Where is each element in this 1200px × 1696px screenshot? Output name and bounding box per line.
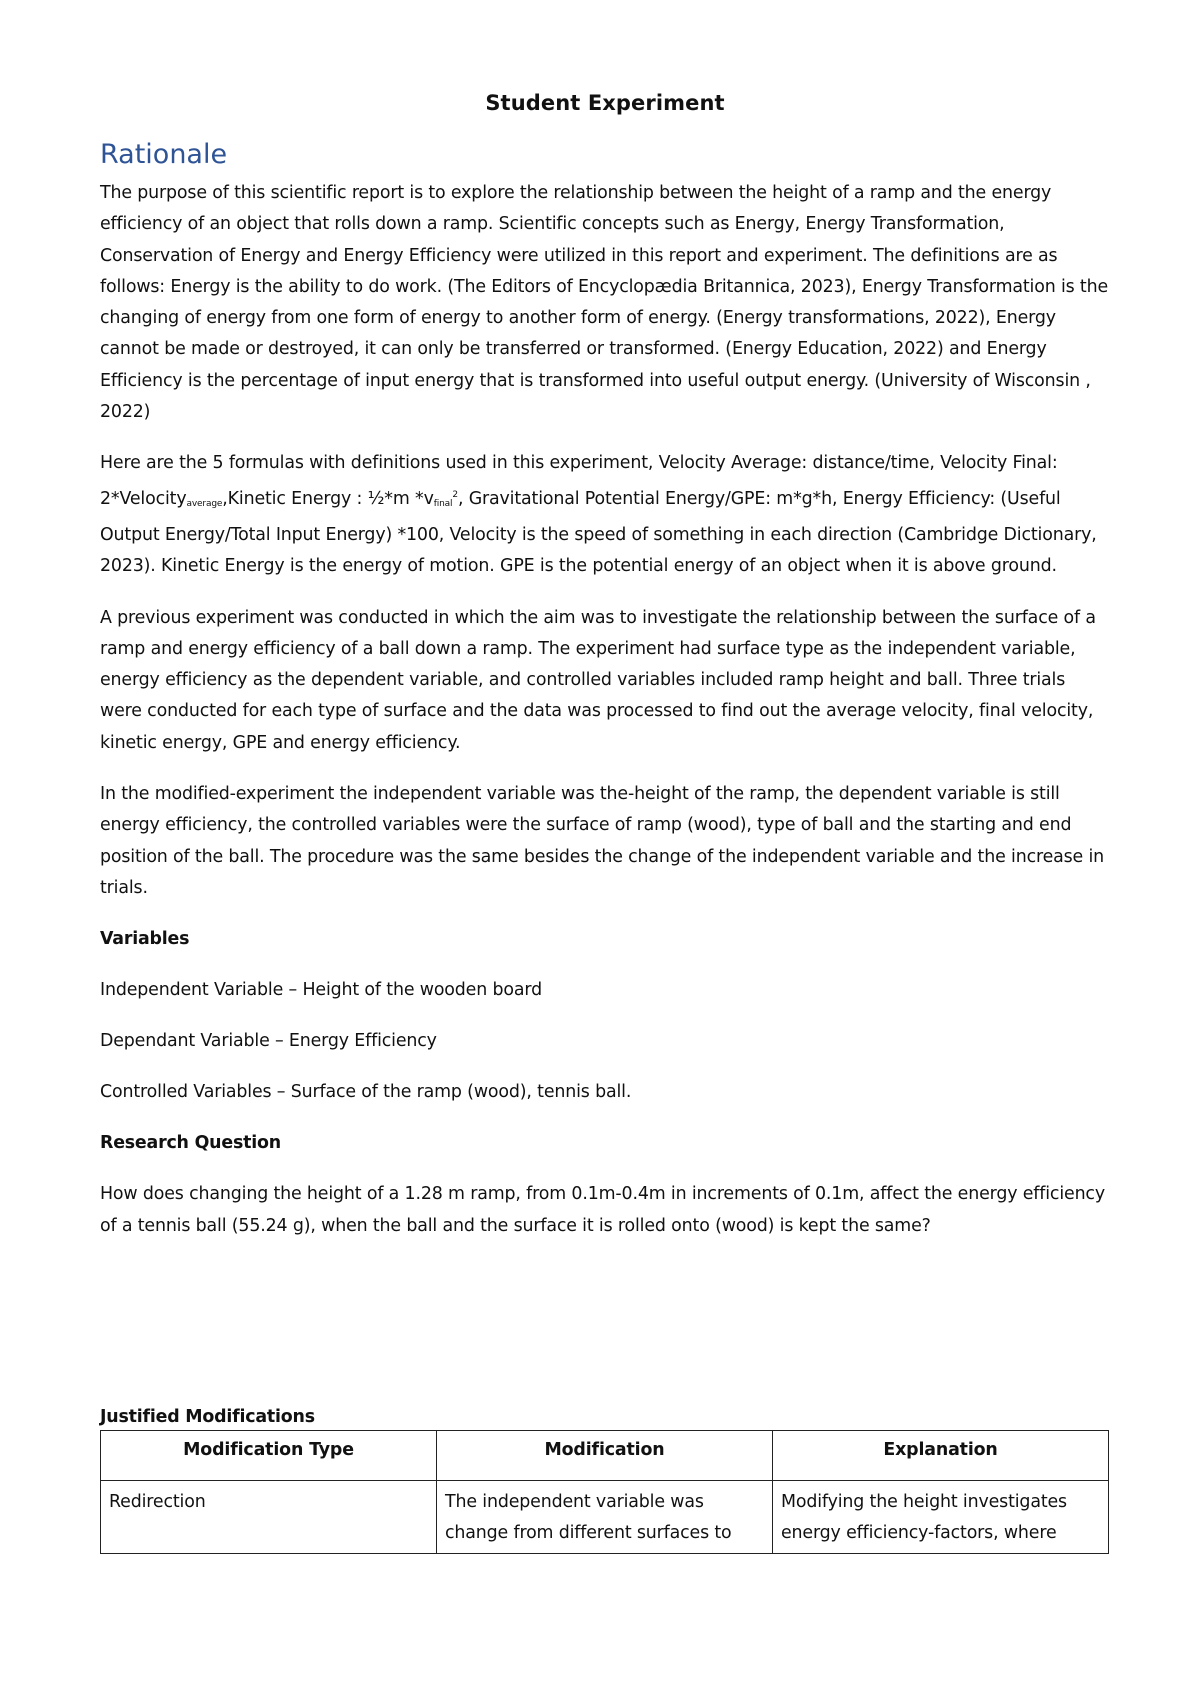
formulas-text-part3: , Gravitational Potential Energy/GPE: m*g*h, Energy Efficiency: (Useful Output Energy/Total Input Energy) *100, Velocity is the speed of something in each direction (Cambridge Dictionary, 2023). Kinetic Energy is the energy of motion. GPE is the potential energy of an object when it is above ground. [100,488,1097,577]
document-title: Student Experiment [485,91,725,115]
previous-experiment-paragraph: A previous experiment was conducted in which the aim was to investigate the relationship between the surface of a ramp and energy efficiency of a ball down a ramp. The experiment had surface type as the independent variable, energy efficiency as the dependent variable, and controlled variables included ramp height and ball. Three trials were conducted for each type of surface and the data was processed to find out the average velocity, final velocity, kinetic energy, GPE and energy efficiency. [100,607,1096,753]
table-header-row [101,1430,1109,1480]
table-cell-modification-type: Redirection [101,1480,437,1553]
subscript-average: average [186,498,223,509]
dependant-variable-line: Dependant Variable – Energy Efficiency [100,1031,437,1052]
justified-modifications-heading: Justified Modifications [100,1406,315,1427]
column-header-modification-type: Modification Type [101,1430,437,1480]
variables-heading: Variables [100,929,190,950]
table-row [101,1480,1109,1553]
table-cell-explanation: Modifying the height investigates energy efficiency-factors, where [773,1480,1109,1553]
column-header-explanation: Explanation [773,1430,1109,1480]
modified-experiment-paragraph: In the modified-experiment the independent variable was the-height of the ramp, the dependent variable is still energy efficiency, the controlled variables were the surface of ramp (wood), type of ball and the starting and end position of the ball. The procedure was the same besides the change of the independent variable and the increase in trials. [100,784,1105,898]
formulas-text-part1: Here are the 5 formulas with definitions used in this experiment, Velocity Average: distance/time, Velocity Final: 2*Velocity [100,453,1058,509]
superscript-squared: 2 [452,489,458,500]
research-question-text: How does changing the height of a 1.28 m ramp, from 0.1m-0.4m in increments of 0.1m, affect the energy efficiency of a tennis ball (55.24 g), when the ball and the surface it is rolled onto (wood) is kept the same? [100,1184,1105,1236]
formulas-text-part2: ,Kinetic Energy : ½*m *v [222,488,434,509]
rationale-heading: Rationale [100,139,228,170]
document-content [100,88,1110,1554]
column-header-modification: Modification [437,1430,773,1480]
subscript-final: final [433,498,453,509]
independent-variable-line: Independent Variable – Height of the wooden board [100,980,542,1001]
research-question-heading: Research Question [100,1133,281,1154]
controlled-variables-line: Controlled Variables – Surface of the ramp (wood), tennis ball. [100,1082,632,1103]
page-spacer [100,1262,1110,1404]
rationale-paragraph: The purpose of this scientific report is to explore the relationship between the height of a ramp and the energy efficiency of an object that rolls down a ramp. Scientific concepts such as Energy, Energy Transformation, Conservation of Energy and Energy Efficiency were utilized in this report and experiment. The definitions are as follows: Energy is the ability to do work. (The Editors of Encyclopædia Britannica, 2023), Energy Transformation is the changing of energy from one form of energy to another form of energy. (Energy transformations, 2022), Energy cannot be made or destroyed, it can only be transferred or transformed. (Energy Education, 2022) and Energy Efficiency is the percentage of input energy that is transformed into useful output energy. (University of Wisconsin , 2022) [100,183,1109,423]
table-cell-modification: The independent variable was change from different surfaces to [437,1480,773,1553]
formulas-paragraph [100,448,1110,582]
modifications-table [100,1430,1109,1554]
